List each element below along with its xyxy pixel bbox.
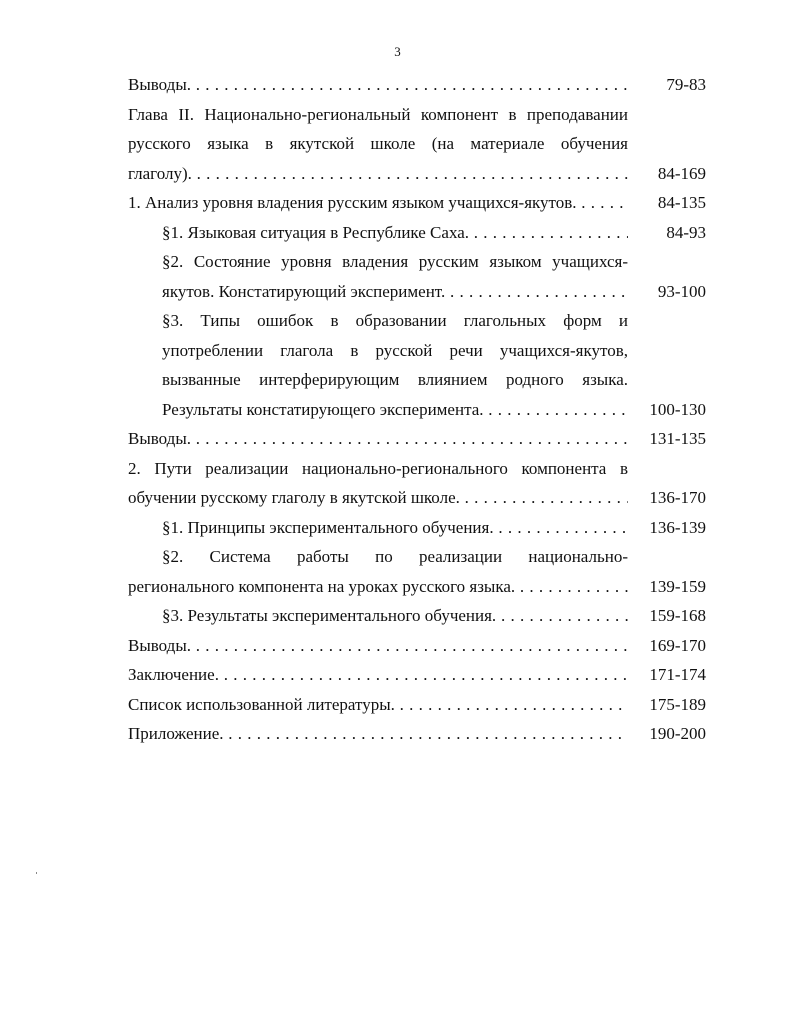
toc-entry-pages: 84-93 — [666, 222, 706, 242]
toc-entry-chapter-2-line-3 — [128, 159, 706, 189]
toc-entry-section-2-line-1 — [128, 454, 706, 484]
toc-entry-conclusions-2 — [128, 424, 706, 454]
toc-entry-pages: 84-135 — [657, 193, 706, 212]
toc-entry-subsection-1-3-line-2 — [128, 336, 706, 366]
toc-entry-title: Заключение. . . . — [128, 660, 628, 690]
toc-entry-title: русского языка в якутской школе (на материале обучения — [128, 134, 628, 153]
toc-entry-section-2-line-2 — [128, 483, 706, 513]
toc-entry-title: 1. Анализ уровня владения русским языком учащихся-якутов. . . . — [128, 188, 628, 218]
toc-entry-title: вызванные интерферирующим влиянием родного языка. — [162, 370, 628, 389]
toc-entry-title: глаголу). . . . — [128, 159, 628, 189]
toc-entry-chapter-2-line-2 — [128, 129, 706, 159]
toc-entry-pages: 100-130 — [649, 399, 706, 419]
toc-entry-title: Выводы. . . . — [128, 631, 628, 661]
toc-entry-subsection-1-3-line-1 — [128, 306, 706, 336]
toc-entry-pages: 190-200 — [649, 724, 706, 743]
toc-entry-subsection-1-1 — [128, 218, 706, 248]
toc-entry-title: §3. Результаты экспериментального обучения. . . . — [162, 601, 628, 631]
toc-entry-title: §3. Типы ошибок в образовании глагольных форм и — [162, 311, 628, 330]
toc-entry-subsection-1-3-line-3 — [128, 365, 706, 395]
toc-entry-title: Выводы. . . . — [128, 70, 628, 100]
toc-entry-title: Результаты констатирующего эксперимента. . . . — [162, 395, 628, 425]
toc-entry-title: обучении русскому глаголу в якутской школе. . . . — [128, 483, 628, 513]
toc-entry-pages: 131-135 — [649, 429, 706, 448]
toc-entry-subsection-1-2-line-1 — [128, 247, 706, 277]
toc-entry-appendix — [128, 719, 706, 749]
toc-entry-conclusions-1 — [128, 70, 706, 100]
toc-entry-title: употреблении глагола в русской речи учащихся-якутов, — [162, 340, 628, 360]
toc-entry-bibliography — [128, 690, 706, 720]
toc-entry-subsection-1-3-line-4 — [128, 395, 706, 425]
toc-entry-pages: 84-169 — [657, 163, 706, 183]
toc-entry-pages: 79-83 — [666, 75, 706, 94]
toc-entry-title: Список использованной литературы. . . . — [128, 690, 628, 720]
toc-entry-subsection-2-1 — [128, 513, 706, 543]
toc-entry-conclusions-3 — [128, 631, 706, 661]
toc-entry-subsection-2-2-line-1 — [128, 542, 706, 572]
toc-entry-pages: 175-189 — [649, 694, 706, 714]
toc-entry-pages: 159-168 — [649, 606, 706, 625]
toc-entry-pages: 171-174 — [649, 665, 706, 684]
toc-entry-title: регионального компонента на уроках русского языка. . . . — [128, 572, 628, 602]
toc-entry-subsection-2-2-line-2 — [128, 572, 706, 602]
toc-entry-pages: 136-170 — [649, 488, 706, 507]
toc-entry-title: §2. Система работы по реализации национально- — [162, 547, 628, 566]
toc-entry-section-1 — [128, 188, 706, 218]
toc-entry-subsection-2-3 — [128, 601, 706, 631]
toc-entry-pages: 139-159 — [649, 576, 706, 596]
table-of-contents — [128, 70, 706, 749]
toc-entry-chapter-2-line-1 — [128, 100, 706, 130]
toc-entry-pages: 169-170 — [649, 635, 706, 655]
toc-entry-title: Выводы. . . . — [128, 424, 628, 454]
toc-entry-title: §1. Языковая ситуация в Республике Саха. . . . — [162, 218, 628, 248]
toc-entry-title: якутов. Констатирующий эксперимент. . . . — [162, 277, 628, 307]
scan-artifact — [36, 872, 37, 874]
toc-entry-title: §2. Состояние уровня владения русским языком учащихся- — [162, 252, 628, 271]
toc-entry-title: Приложение. . . . — [128, 719, 628, 749]
toc-entry-pages: 136-139 — [649, 517, 706, 537]
toc-entry-pages: 93-100 — [657, 281, 706, 301]
toc-entry-title: §1. Принципы экспериментального обучения. . . . — [162, 513, 628, 543]
toc-entry-title: 2. Пути реализации национально-регионального компонента в — [128, 458, 628, 478]
toc-entry-conclusion — [128, 660, 706, 690]
toc-entry-title: Глава II. Национально-региональный компонент в преподавании — [128, 104, 628, 124]
toc-entry-subsection-1-2-line-2 — [128, 277, 706, 307]
page-number: 3 — [394, 44, 401, 59]
